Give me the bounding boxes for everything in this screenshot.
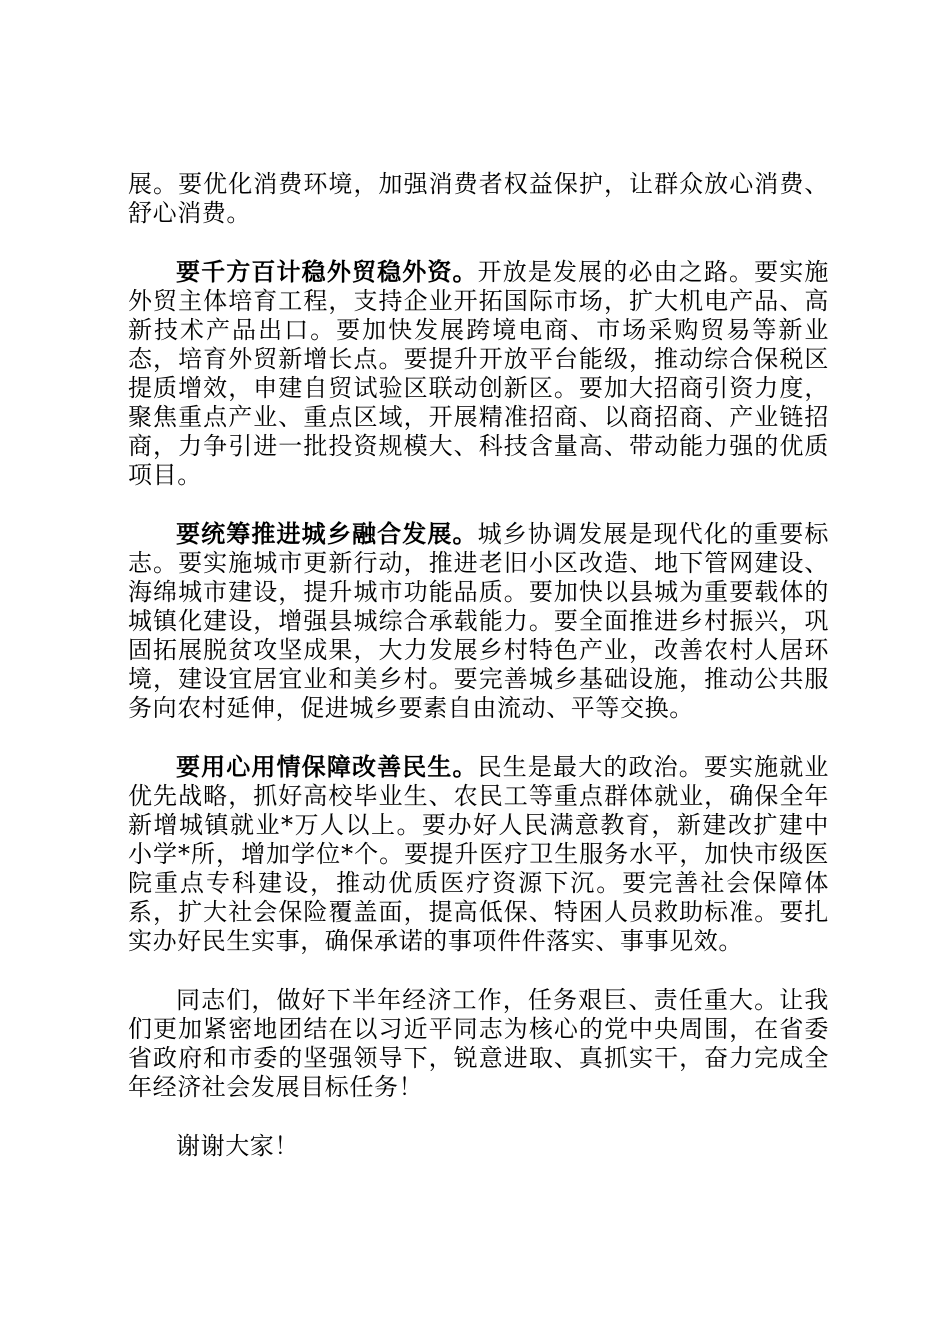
paragraph-text: 民生是最大的政治。要实施就业优先战略，抓好高校毕业生、农民工等重点群体就业，确保全年新增城镇就业*万人以上。要办好人民满意教育，新建改扩建中小学*所，增加学位*个。要提升医疗卫生服务水平，加快市级医院重点专科建设，推动优质医疗资源下沉。要完善社会保障体系，扩大社会保险覆盖面，提高低保、特困人员救助标准。要扎实办好民生实事，确保承诺的事项件件落实、事事见效。 bbox=[128, 753, 830, 955]
paragraph-consumption-continued bbox=[128, 169, 829, 228]
paragraph-lead: 要千方百计稳外贸稳外资。 bbox=[176, 257, 478, 286]
paragraph-text: 同志们，做好下半年经济工作，任务艰巨、责任重大。让我们更加紧密地团结在以习近平同志为核心的党中央周围，在省委省政府和市委的坚强领导下，锐意进取、真抓实干，奋力完成全年经济社会发展目标任务！ bbox=[128, 986, 829, 1101]
paragraph-lead: 要用心用情保障改善民生。 bbox=[176, 752, 478, 781]
document-body bbox=[128, 169, 829, 1190]
paragraph-text: 开放是发展的必由之路。要实施外贸主体培育工程，支持企业开拓国际市场，扩大机电产品、高新技术产品出口。要加快发展跨境电商、市场采购贸易等新业态，培育外贸新增长点。要提升开放平台能级，推动综合保税区提质增效，申建自贸试验区联动创新区。要加大招商引资力度，聚焦重点产业、重点区域，开展精准招商、以商招商、产业链招商，力争引进一批投资规模大、科技含量高、带动能力强的优质项目。 bbox=[128, 258, 830, 489]
paragraph-closing bbox=[128, 985, 829, 1102]
paragraph-livelihood bbox=[128, 752, 829, 956]
paragraph-text: 谢谢大家！ bbox=[176, 1132, 299, 1160]
paragraph-foreign-trade bbox=[128, 257, 829, 490]
paragraph-urban-rural bbox=[128, 519, 829, 723]
paragraph-lead: 要统筹推进城乡融合发展。 bbox=[176, 519, 478, 548]
paragraph-text: 展。要优化消费环境，加强消费者权益保护，让群众放心消费、舒心消费。 bbox=[128, 170, 829, 227]
paragraph-thanks bbox=[128, 1131, 829, 1161]
paragraph-text: 城乡协调发展是现代化的重要标志。要实施城市更新行动，推进老旧小区改造、地下管网建设、海绵城市建设，提升城市功能品质。要加快以县城为重要载体的城镇化建设，增强县城综合承载能力。要全面推进乡村振兴，巩固拓展脱贫攻坚成果，大力发展乡村特色产业，改善农村人居环境，建设宜居宜业和美乡村。要完善城乡基础设施，推动公共服务向农村延伸，促进城乡要素自由流动、平等交换。 bbox=[128, 520, 830, 722]
